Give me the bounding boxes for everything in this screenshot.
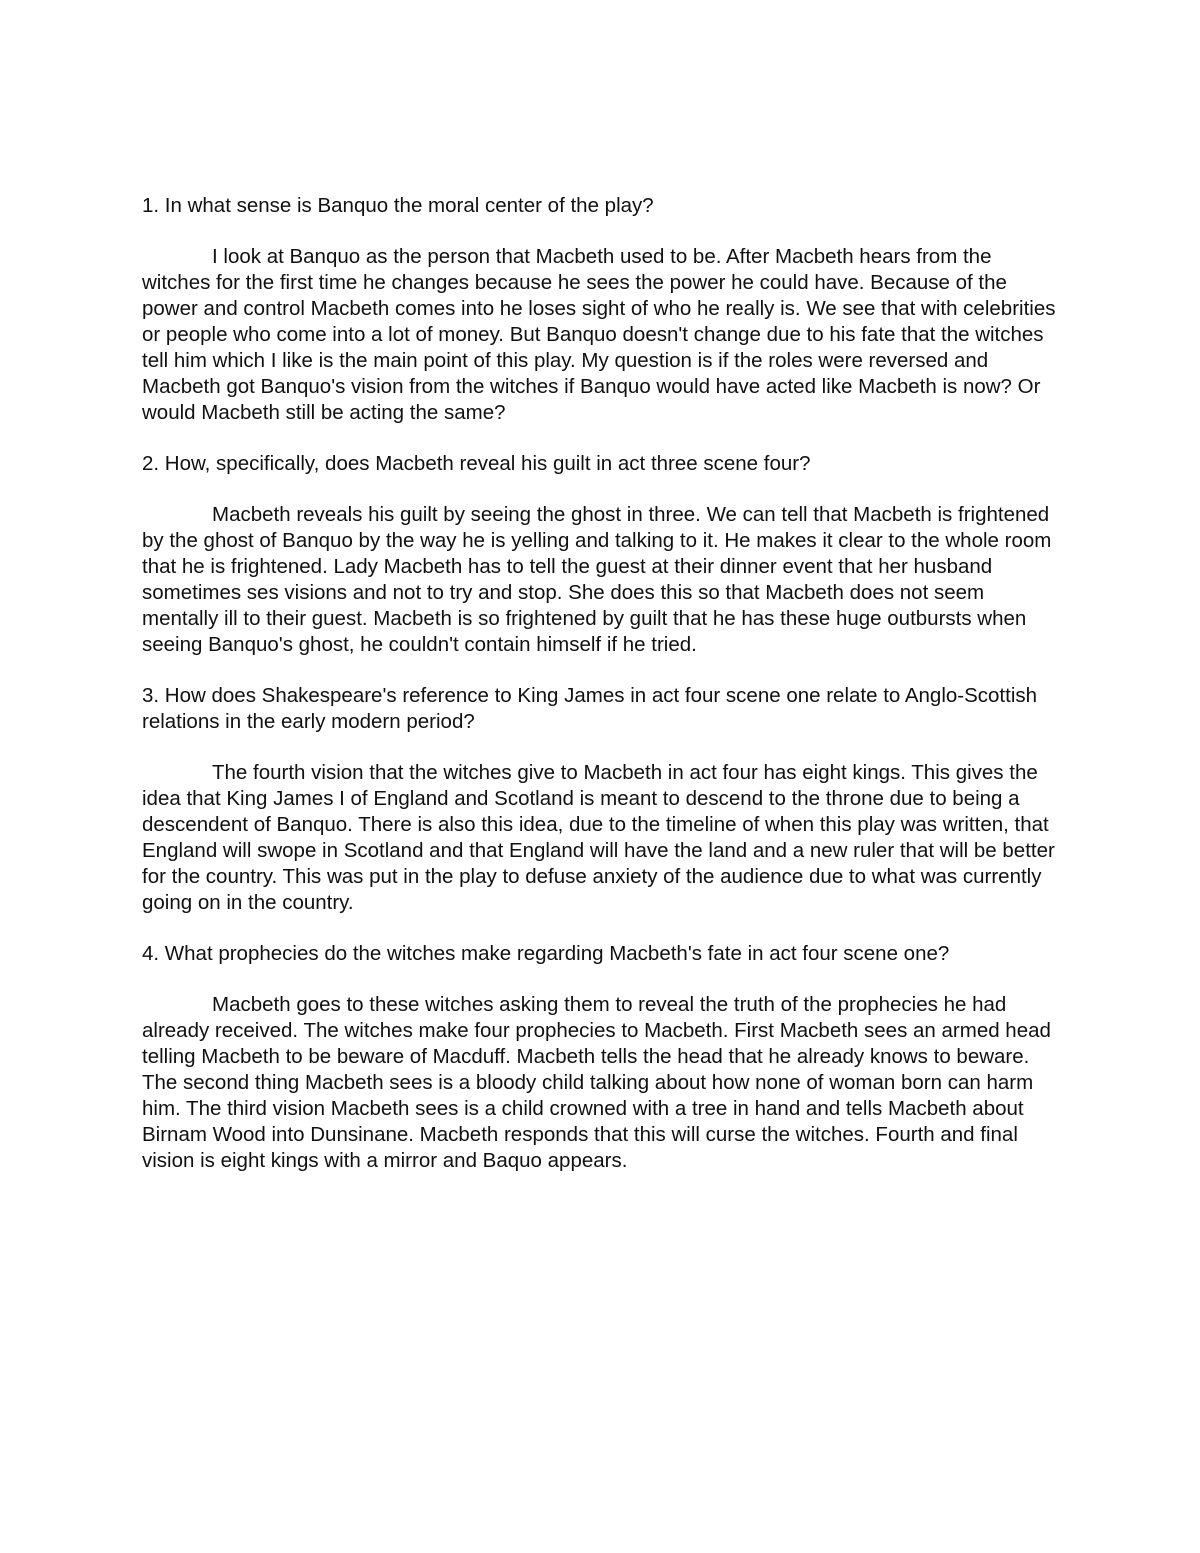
answer-4: Macbeth goes to these witches asking them to reveal the truth of the prophecies he had already received. The witches make four prophecies to Macbeth. First Macbeth sees an armed head telling Macbeth to be beware of Macduff. Macbeth tells the head that he already knows to beware. The second thing Macbeth sees is a bloody child talking about how none of woman born can harm him. The third vision Macbeth sees is a child crowned with a tree in hand and tells Macbeth about Birnam Wood into Dunsinane. Macbeth responds that this will curse the witches. Fourth and final vision is eight kings with a mirror and Baquo appears.	[142, 993, 1051, 1172]
document-body	[142, 193, 1062, 1174]
answer-1: I look at Banquo as the person that Macbeth used to be. After Macbeth hears from the witches for the first time he changes because he sees the power he could have. Because of the power and control Macbeth comes into he loses sight of who he really is. We see that with celebrities or people who come into a lot of money. But Banquo doesn't change due to his fate that the witches tell him which I like is the main point of this play. My question is if the roles were reversed and Macbeth got Banquo's vision from the witches if Banquo would have acted like Macbeth is now? Or would Macbeth still be acting the same?	[142, 245, 1056, 424]
qa-section-3	[142, 683, 1062, 916]
question-1: 1. In what sense is Banquo the moral center of the play?	[142, 194, 654, 217]
qa-section-4	[142, 941, 1062, 1174]
answer-2: Macbeth reveals his guilt by seeing the ghost in three. We can tell that Macbeth is frightened by the ghost of Banquo by the way he is yelling and talking to it. He makes it clear to the whole room that he is frightened. Lady Macbeth has to tell the guest at their dinner event that her husband sometimes ses visions and not to try and stop. She does this so that Macbeth does not seem mentally ill to their guest. Macbeth is so frightened by guilt that he has these huge outbursts when seeing Banquo's ghost, he couldn't contain himself if he tried.	[142, 503, 1052, 656]
question-3: 3. How does Shakespeare's reference to King James in act four scene one relate to Anglo-Scottish relations in the early modern period?	[142, 684, 1038, 733]
qa-section-1	[142, 193, 1062, 426]
answer-3: The fourth vision that the witches give to Macbeth in act four has eight kings. This gives the idea that King James I of England and Scotland is meant to descend to the throne due to being a descendent of Banquo. There is also this idea, due to the timeline of when this play was written, that England will swope in Scotland and that England will have the land and a new ruler that will be better for the country. This was put in the play to defuse anxiety of the audience due to what was currently going on in the country.	[142, 761, 1055, 914]
qa-section-2	[142, 451, 1062, 658]
question-4: 4. What prophecies do the witches make regarding Macbeth's fate in act four scene one?	[142, 942, 950, 965]
question-2: 2. How, specifically, does Macbeth reveal his guilt in act three scene four?	[142, 452, 811, 475]
